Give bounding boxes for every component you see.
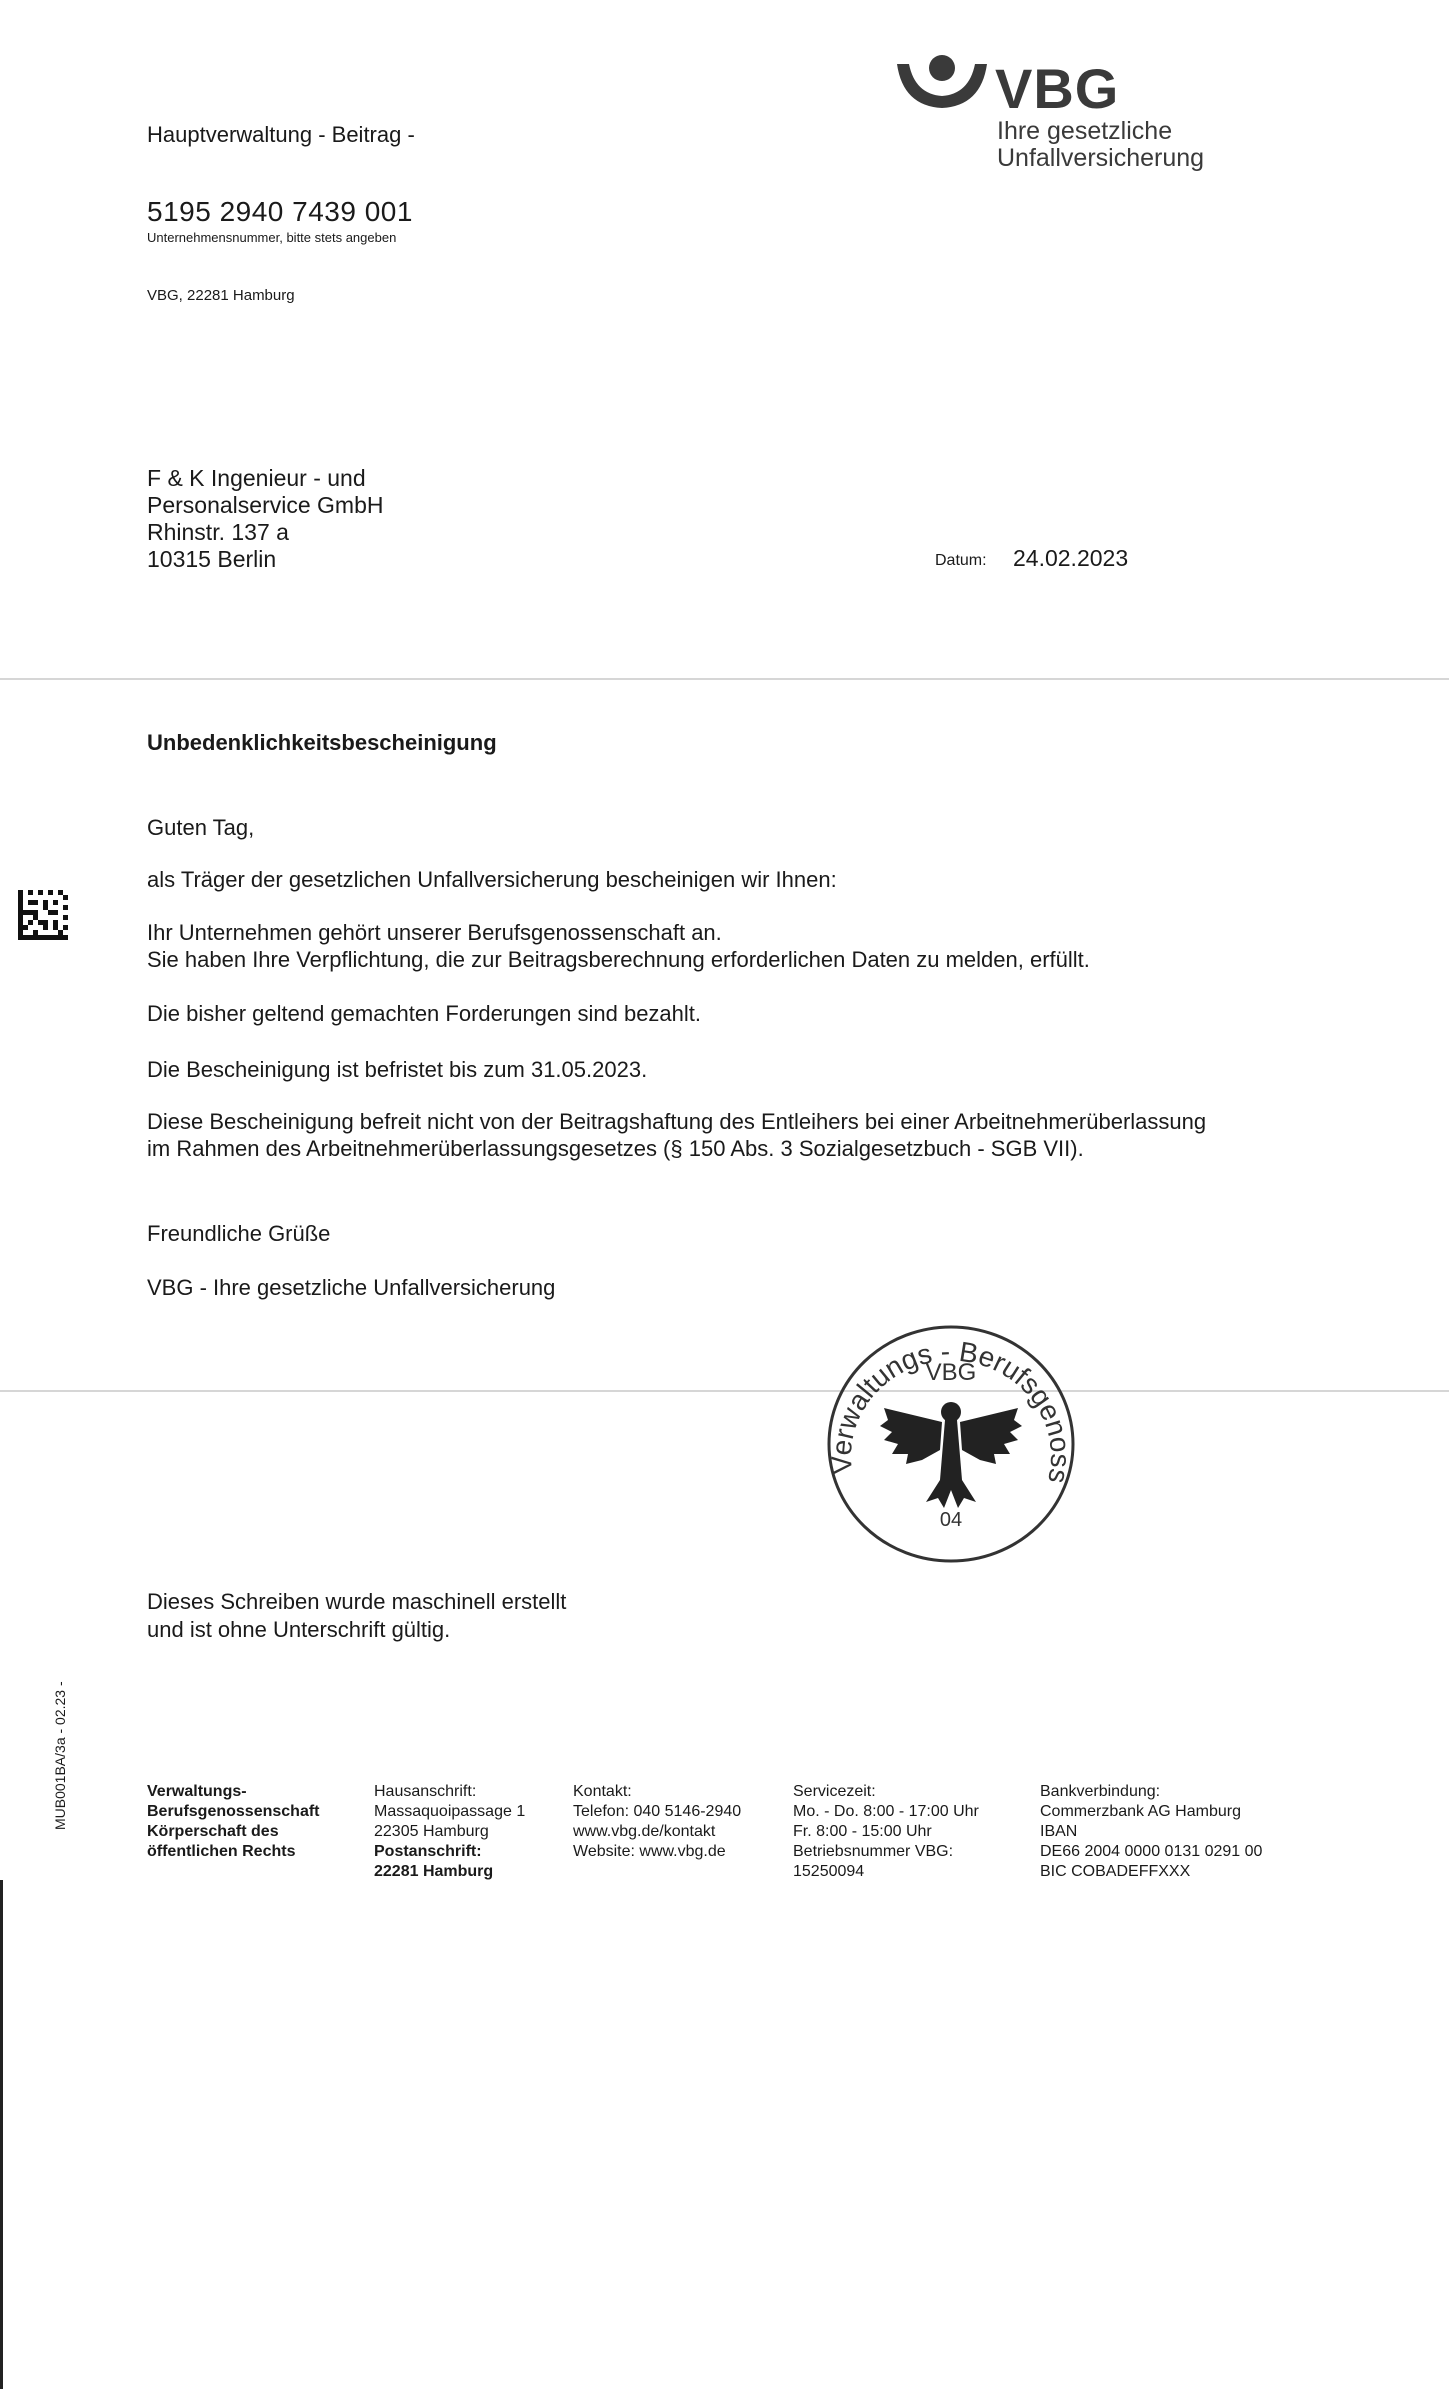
footer-line: Postanschrift: [374, 1843, 482, 1860]
footer-line: Berufsgenossenschaft [147, 1803, 320, 1820]
stamp-seal [822, 1320, 1080, 1568]
date-value: 24.02.2023 [1013, 545, 1129, 571]
footer-line: IBAN [1040, 1823, 1078, 1840]
membership-paragraph [147, 919, 1090, 973]
stamp-number: 04 [939, 1509, 963, 1531]
membership-line: Ihr Unternehmen gehört unserer Berufsgenossenschaft an. [147, 920, 722, 945]
sender-department: Hauptverwaltung - Beitrag - [147, 122, 415, 147]
fold-line [0, 678, 1449, 680]
logo-abbreviation: VBG [995, 57, 1120, 120]
stamp-ring-text: Verwaltungs - Berufsgenoss [825, 1335, 1077, 1486]
footer-bank [1040, 1782, 1262, 1882]
liability-paragraph [147, 1108, 1206, 1162]
footer-line: Verwaltungs- [147, 1783, 247, 1800]
eagle-icon [880, 1402, 1022, 1508]
date-label: Datum: [935, 552, 987, 569]
footer-contact [573, 1782, 741, 1862]
footer-line: 22305 Hamburg [374, 1823, 489, 1840]
membership-line: Sie haben Ihre Verpflichtung, die zur Beitragsberechnung erforderlichen Daten zu melden, erfüllt. [147, 947, 1090, 972]
recipient-address [147, 465, 383, 573]
form-code: MUB001BA/3a - 02.23 - [52, 1681, 68, 1830]
return-address: VBG, 22281 Hamburg [147, 287, 295, 304]
machine-generated-note [147, 1588, 566, 1644]
footer-line: Hausanschrift: [374, 1783, 477, 1800]
fold-line [0, 1390, 1449, 1392]
footer-line: BIC COBADEFFXXX [1040, 1863, 1191, 1880]
greeting: Guten Tag, [147, 815, 255, 840]
footer-service [793, 1782, 979, 1882]
footer-website-link[interactable]: Website: www.vbg.de [573, 1843, 726, 1860]
footer-line: öffentlichen Rechts [147, 1843, 296, 1860]
footer-line: DE66 2004 0000 0131 0291 00 [1040, 1843, 1263, 1860]
footer-line: Körperschaft des [147, 1823, 279, 1840]
machine-note-line: und ist ohne Unterschrift gültig. [147, 1617, 451, 1642]
validity-paragraph: Die Bescheinigung ist befristet bis zum 31.05.2023. [147, 1057, 648, 1082]
stamp-center-text: VBG [925, 1359, 977, 1386]
logo-subtitle-line2: Unfallversicherung [997, 144, 1205, 172]
closing: Freundliche Grüße [147, 1221, 331, 1246]
footer-organisation [147, 1782, 320, 1862]
recipient-line: 10315 Berlin [147, 546, 277, 572]
footer-line: Servicezeit: [793, 1783, 876, 1800]
recipient-line: F & K Ingenieur - und [147, 465, 366, 491]
footer-line: Bankverbindung: [1040, 1783, 1161, 1800]
footer-line: Mo. - Do. 8:00 - 17:00 Uhr [793, 1803, 979, 1820]
signature: VBG - Ihre gesetzliche Unfallversicherung [147, 1275, 556, 1300]
footer-line: Telefon: 040 5146-2940 [573, 1803, 742, 1820]
recipient-line: Rhinstr. 137 a [147, 519, 289, 545]
footer-line: Fr. 8:00 - 15:00 Uhr [793, 1823, 932, 1840]
datamatrix-icon [18, 890, 68, 940]
scan-edge-shadow [0, 1880, 3, 2389]
footer-contact-link[interactable]: www.vbg.de/kontakt [573, 1823, 716, 1840]
logo-subtitle-line1: Ihre gesetzliche [997, 117, 1173, 145]
letter-subject: Unbedenklichkeitsbescheinigung [147, 730, 497, 755]
liability-line: Diese Bescheinigung befreit nicht von der Beitragshaftung des Entleihers bei einer Arbeitnehmerüberlassung [147, 1109, 1207, 1134]
vbg-logo-icon [895, 52, 990, 114]
machine-note-line: Dieses Schreiben wurde maschinell erstellt [147, 1589, 567, 1614]
footer-line: Kontakt: [573, 1783, 632, 1800]
footer-line: Massaquoipassage 1 [374, 1803, 526, 1820]
footer-line: Betriebsnummer VBG: [793, 1843, 954, 1860]
logo-subtitle [997, 118, 1204, 172]
footer-line: 15250094 [793, 1863, 865, 1880]
footer-line: 22281 Hamburg [374, 1863, 494, 1880]
datamatrix-code [18, 890, 68, 940]
customer-number: 5195 2940 7439 001 [147, 196, 413, 227]
liability-line: im Rahmen des Arbeitnehmerüberlassungsgesetzes (§ 150 Abs. 3 Sozialgesetzbuch - SGB VII). [147, 1136, 1084, 1161]
claims-paragraph: Die bisher geltend gemachten Forderungen sind bezahlt. [147, 1001, 702, 1026]
official-stamp [822, 1320, 1080, 1568]
recipient-line: Personalservice GmbH [147, 492, 384, 518]
footer-line: Commerzbank AG Hamburg [1040, 1803, 1241, 1820]
footer-address [374, 1782, 525, 1882]
vbg-logo [895, 52, 1225, 177]
customer-number-hint: Unternehmensnummer, bitte stets angeben [147, 230, 397, 245]
intro-paragraph: als Träger der gesetzlichen Unfallversicherung bescheinigen wir Ihnen: [147, 867, 837, 892]
